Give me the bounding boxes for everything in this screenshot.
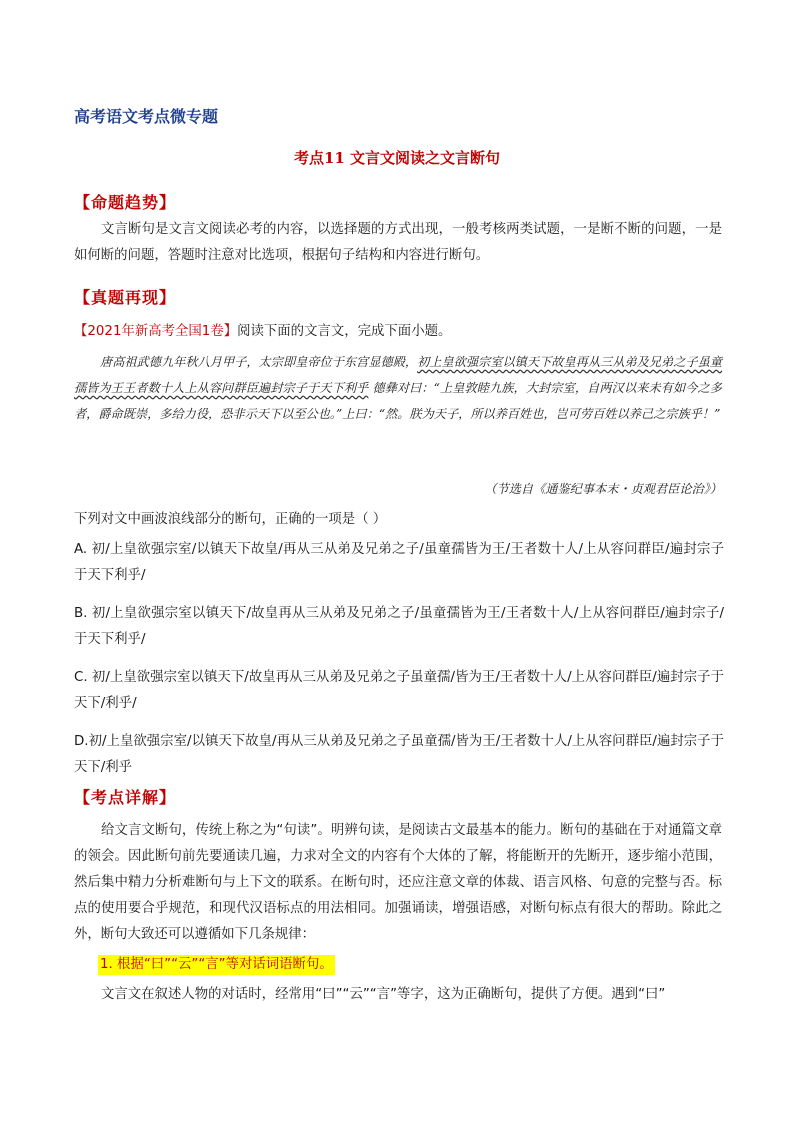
passage-part-1: 唐高祖武德九年秋八月甲子，太宗即皇帝位于东宫显德殿， bbox=[100, 355, 418, 369]
option-a: A. 初/上皇欲强宗室/以镇天下故皇/再从三从弟及兄弟之子/虽童孺皆为王/王者数十人/上从容问群臣/遍封宗子于天下利乎/ bbox=[74, 542, 724, 583]
option-c: C. 初/上皇欲强宗室以镇天下/故皇再从三从弟及兄弟之子虽童孺/皆为王/王者数十人/上从容问群臣/遍封宗子于天下/利乎/ bbox=[74, 670, 724, 711]
passage-part-2: 德彝对曰：“上皇敦睦九族，大封宗室，自两汉以来未有如今之多者，爵命既崇，多给力役，恐非示天下以至公也。”上曰：“然。朕为天子，所以养百姓也，岂可劳百姓以养己之宗族乎！” bbox=[74, 381, 722, 421]
trend-paragraph: 文言断句是文言文阅读必考的内容，以选择题的方式出现，一般考核两类试题，一是断不断的问题，一是如何断的问题，答题时注意对比选项，根据句子结构和内容进行断句。 bbox=[74, 222, 722, 263]
document-title: 考点11 文言文阅读之文言断句 bbox=[293, 149, 501, 167]
option-d: D.初/上皇欲强宗室/以镇天下故皇/再从三从弟及兄弟之子虽童孺/皆为王/王者数十人/上从容问群臣/遍封宗子于天下/利乎 bbox=[74, 734, 724, 775]
real-exam-heading: 【真题再现】 bbox=[74, 288, 177, 307]
detail-heading: 【考点详解】 bbox=[74, 788, 177, 807]
classical-passage bbox=[74, 349, 722, 427]
exam-instruction: 阅读下面的文言文，完成下面小题。 bbox=[237, 324, 452, 339]
dialogue-paragraph: 文言文在叙述人物的对话时，经常用“曰”“云”“言”等字，这为正确断句，提供了方便。遇到“曰” bbox=[101, 987, 666, 1002]
passage-citation: （节选自《通鉴纪事本末・贞观君臣论治》） bbox=[484, 482, 722, 496]
exam-source-line bbox=[74, 320, 451, 339]
question-stem: 下列对文中画波浪线部分的断句，正确的一项是（ ） bbox=[74, 512, 387, 527]
rule-1-highlight: 1. 根据“曰”“云”“言”等对话词语断句。 bbox=[98, 955, 335, 975]
series-title: 高考语文考点微专题 bbox=[74, 107, 219, 126]
detail-paragraph: 给文言文断句，传统上称之为“句读”。明辨句读，是阅读古文最基本的能力。断句的基础在于对通篇文章的领会。因此断句前先要通读几遍，力求对全文的内容有个大体的了解，将能断开的先断开，逐步缩小范围，然后集中精力分析难断句与上下文的联系。在断句时，还应注意文章的体裁、语言风格、句意的完整与否。标点的使用要合乎规范，和现代汉语标点的用法相同。加强诵读，增强语感，对断句标点有很大的帮助。除此之外，断句大致还可以遵循如下几条规律： bbox=[74, 823, 722, 942]
option-b: B. 初/上皇欲强宗室以镇天下/故皇再从三从弟及兄弟之子/虽童孺皆为王/王者数十人/上从容问群臣/遍封宗子/于天下利乎/ bbox=[74, 606, 724, 647]
wavy-underlined-passage: 初上皇欲强宗室以镇天下故皇再从三从弟及兄弟之子虽童孺皆为王王者数十人上从容问群臣遍封宗子于天下利乎 bbox=[74, 355, 723, 395]
trend-heading: 【命题趋势】 bbox=[74, 193, 177, 212]
exam-source-tag: 【2021年新高考全国1卷】 bbox=[74, 324, 238, 339]
